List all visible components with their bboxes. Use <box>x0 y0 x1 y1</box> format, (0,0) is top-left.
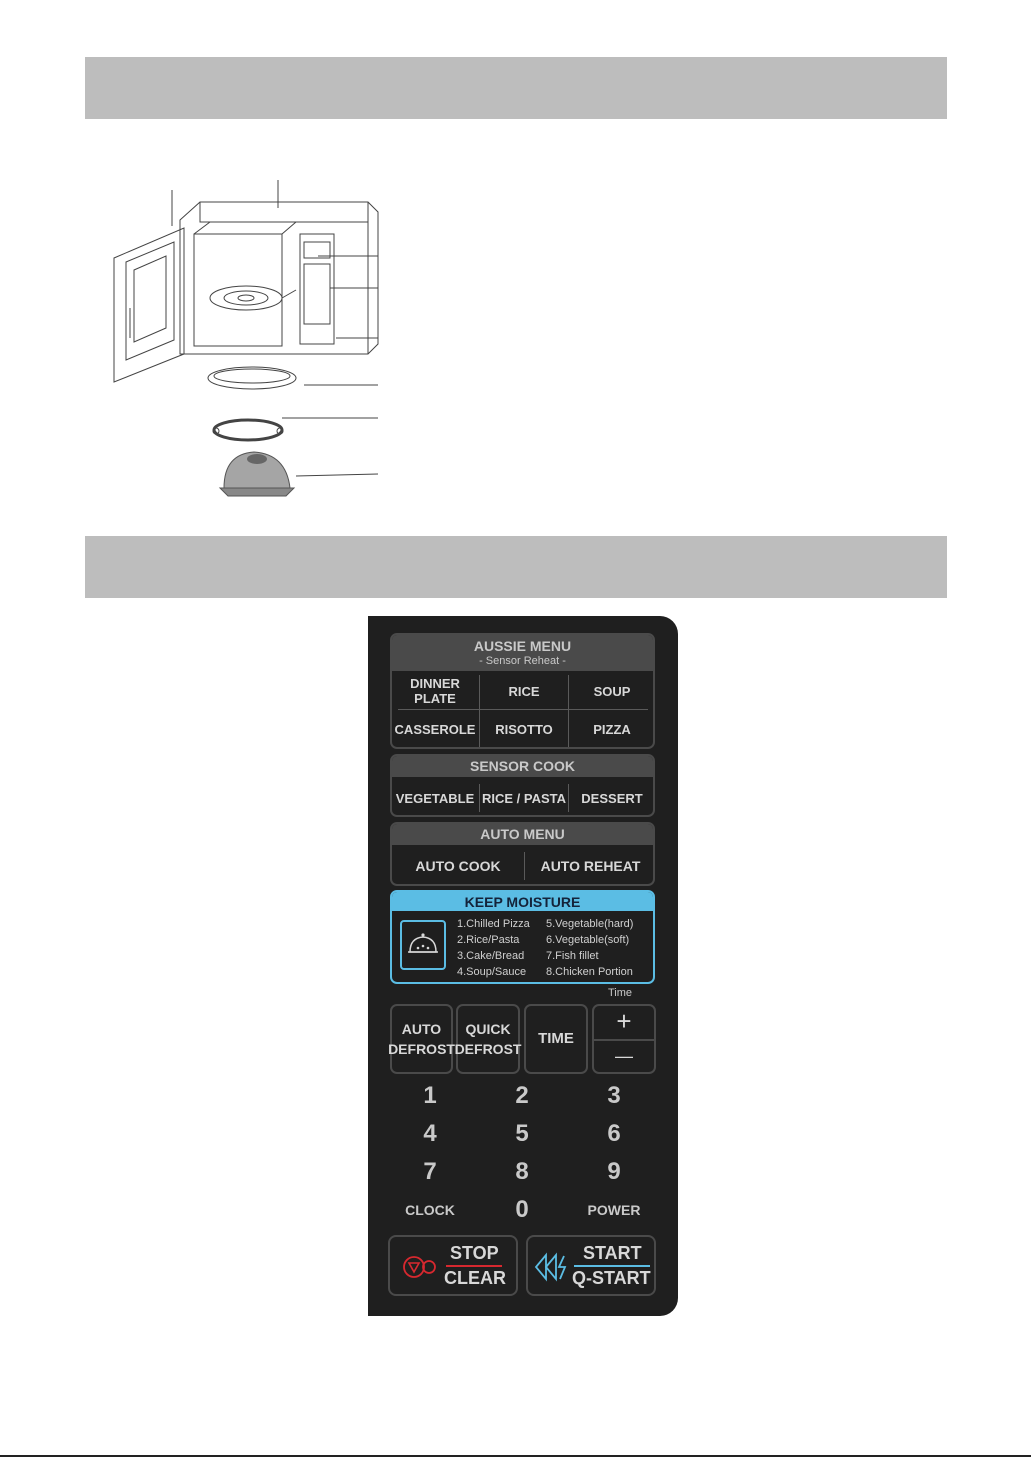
keep-moisture-item: 5.Vegetable(hard) <box>546 918 634 930</box>
keep-moisture-group <box>390 890 655 984</box>
auto-cook-button[interactable]: AUTO COOK <box>415 857 501 874</box>
number-2-button[interactable]: 2 <box>515 1082 529 1109</box>
time-minus-button[interactable]: — <box>615 1046 633 1066</box>
sensor-cook-title: SENSOR COOK <box>392 756 653 777</box>
aussie-menu-header <box>392 635 653 671</box>
control-panel <box>368 616 678 1316</box>
risotto-button[interactable]: RISOTTO <box>495 721 553 737</box>
section-header-band-1 <box>85 57 947 119</box>
vegetable-button[interactable]: VEGETABLE <box>395 790 475 806</box>
keep-moisture-title: KEEP MOISTURE <box>392 892 653 911</box>
number-4-button[interactable]: 4 <box>423 1120 437 1147</box>
number-6-button[interactable]: 6 <box>607 1120 621 1147</box>
aussie-menu-title: AUSSIE MENU <box>473 638 572 654</box>
keep-moisture-item: 3.Cake/Bread <box>457 950 525 962</box>
aussie-divider-v1 <box>479 675 480 747</box>
aussie-menu-subtitle: - Sensor Reheat - <box>479 655 566 667</box>
soup-button[interactable]: SOUP <box>593 683 631 699</box>
keep-moisture-item: 2.Rice/Pasta <box>457 934 520 946</box>
casserole-button[interactable]: CASSEROLE <box>394 721 476 737</box>
auto-defrost-line1: AUTO <box>401 1021 442 1037</box>
dinner-plate-line1: DINNER <box>410 676 460 691</box>
time-label: Time <box>608 987 633 999</box>
start-qstart-button[interactable] <box>526 1235 656 1296</box>
number-7-button[interactable]: 7 <box>423 1158 437 1185</box>
rice-button[interactable]: RICE <box>508 683 540 699</box>
rice-pasta-button[interactable]: RICE / PASTA <box>481 790 567 806</box>
quick-defrost-line2: DEFROST <box>454 1041 522 1057</box>
start-label: START <box>583 1243 642 1263</box>
dinner-plate-button[interactable] <box>392 673 478 709</box>
clear-label: CLEAR <box>444 1268 506 1288</box>
number-9-button[interactable]: 9 <box>607 1158 621 1185</box>
auto-divider-v <box>524 852 525 880</box>
section-header-band-2 <box>85 536 947 598</box>
aussie-divider-h <box>398 709 648 710</box>
keep-moisture-item: 4.Soup/Sauce <box>457 966 527 978</box>
sensor-cook-group <box>390 754 655 817</box>
start-underline <box>574 1265 650 1267</box>
number-0-button[interactable]: 0 <box>515 1196 529 1223</box>
auto-menu-group <box>390 822 655 886</box>
sensor-divider-v1 <box>479 784 480 812</box>
q-start-label: Q-START <box>572 1268 651 1288</box>
cover-icon <box>402 922 444 968</box>
number-5-button[interactable]: 5 <box>515 1120 529 1147</box>
stop-clear-button[interactable] <box>388 1235 518 1296</box>
keep-moisture-item: 1.Chilled Pizza <box>457 918 530 930</box>
power-button[interactable]: POWER <box>587 1202 641 1218</box>
stop-icon <box>402 1252 438 1282</box>
keep-moisture-item: 8.Chicken Portion <box>546 966 633 978</box>
pizza-button[interactable]: PIZZA <box>593 721 631 737</box>
number-3-button[interactable]: 3 <box>607 1082 621 1109</box>
auto-defrost-line2: DEFROST <box>388 1041 455 1057</box>
number-8-button[interactable]: 8 <box>515 1158 529 1185</box>
time-button[interactable]: TIME <box>524 1004 588 1074</box>
auto-menu-title: AUTO MENU <box>392 824 653 845</box>
dessert-button[interactable]: DESSERT <box>581 790 643 806</box>
oven-parts-illustration <box>100 178 400 513</box>
keep-moisture-item: 6.Vegetable(soft) <box>546 934 630 946</box>
stop-label: STOP <box>450 1243 499 1263</box>
stop-underline <box>446 1265 502 1267</box>
clock-button[interactable]: CLOCK <box>405 1202 455 1218</box>
start-icon <box>534 1252 574 1282</box>
quick-defrost-line1: QUICK <box>465 1021 511 1037</box>
aussie-divider-v2 <box>568 675 569 747</box>
time-plus-button[interactable]: + <box>616 1006 632 1036</box>
sensor-divider-v2 <box>568 784 569 812</box>
auto-defrost-button[interactable] <box>390 1004 453 1074</box>
keep-moisture-item: 7.Fish fillet <box>546 950 599 962</box>
keep-moisture-button[interactable] <box>400 920 446 970</box>
quick-defrost-button[interactable] <box>456 1004 520 1074</box>
dinner-plate-line2: PLATE <box>414 691 456 706</box>
number-1-button[interactable]: 1 <box>423 1082 437 1109</box>
auto-reheat-button[interactable]: AUTO REHEAT <box>540 857 641 874</box>
aussie-menu-group <box>390 633 655 749</box>
